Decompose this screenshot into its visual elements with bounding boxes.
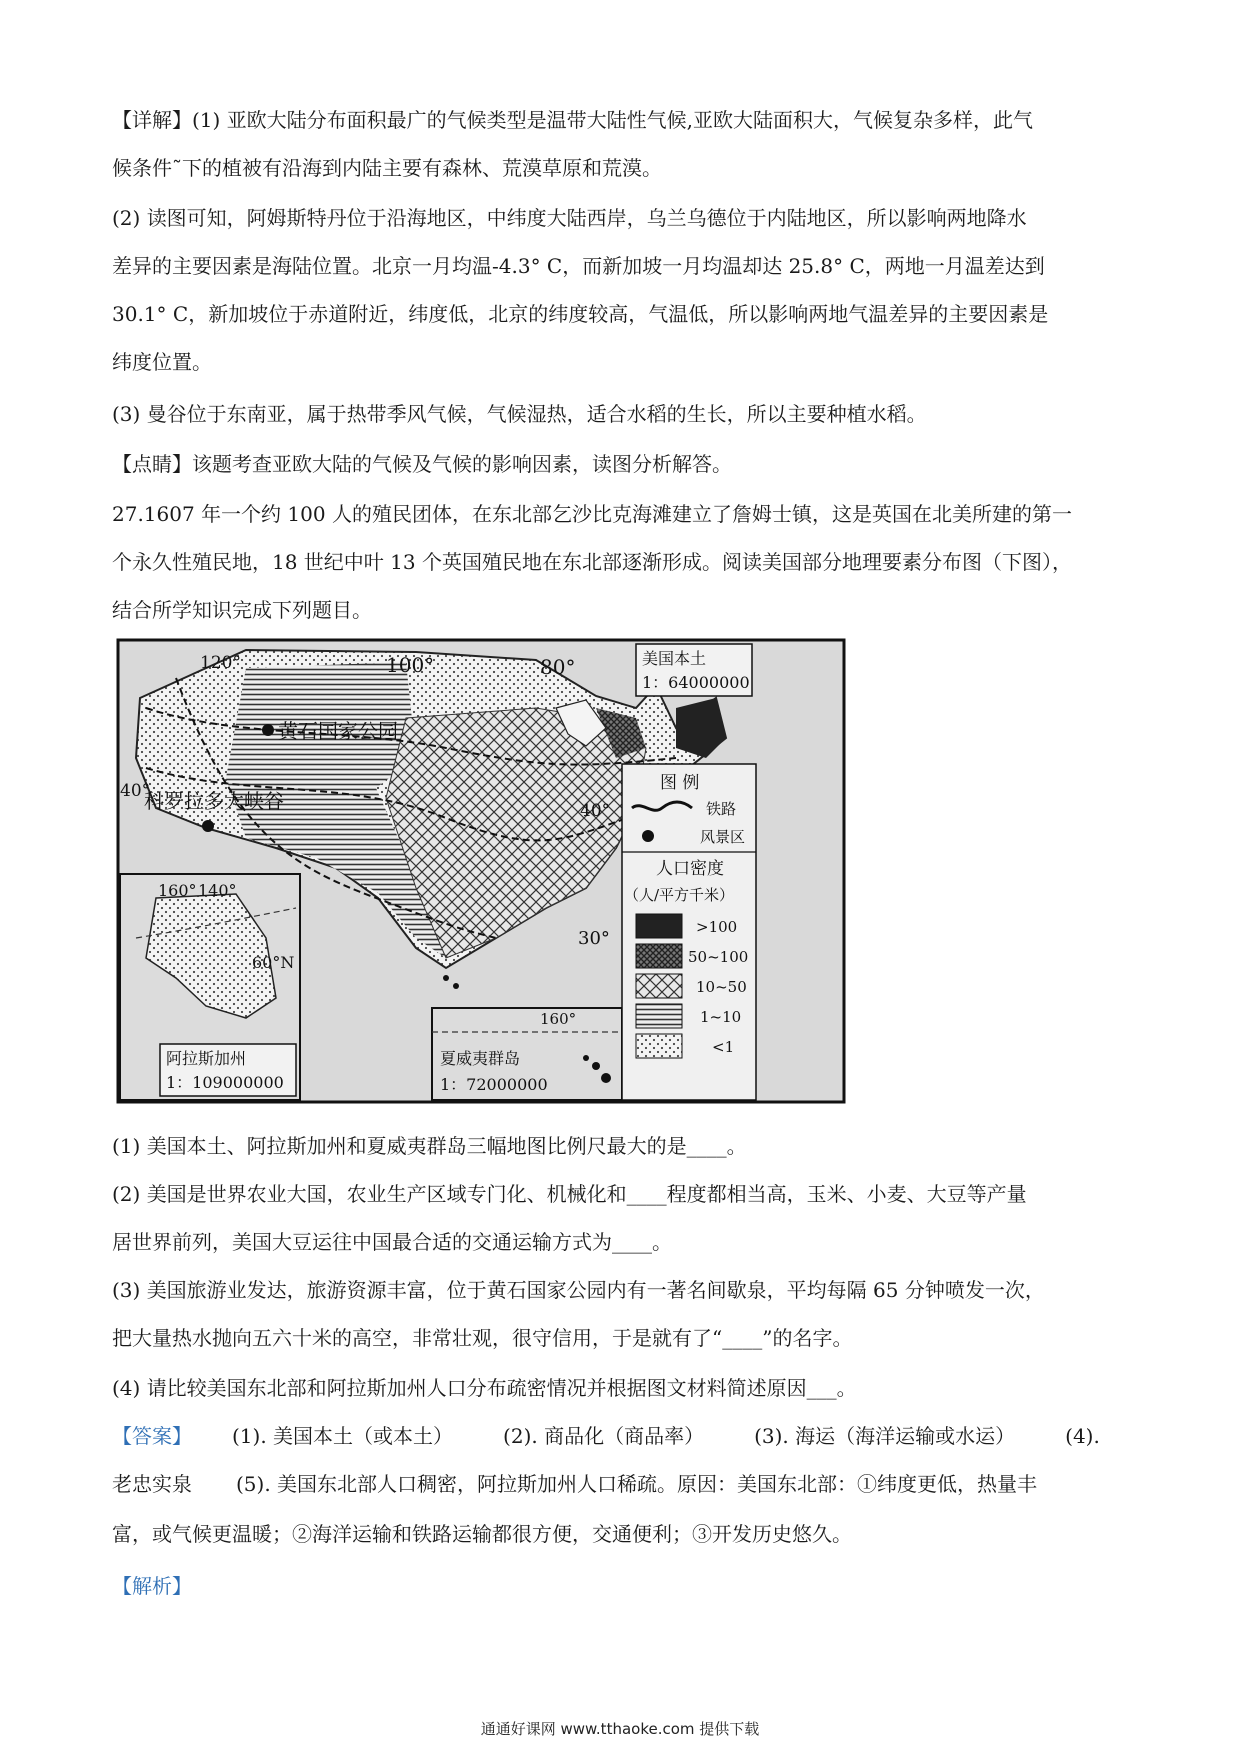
detail-p1-line1: (1) 亚欧大陆分布面积最广的气候类型是温带大陆性气候,亚欧大陆面积大，气候复杂多样，此气 — [192, 108, 1034, 132]
alaska-title: 阿拉斯加州 — [166, 1049, 247, 1068]
answer-5-line2: 富，或气候更温暖；②海洋运输和铁路运输都很方便，交通便利；③开发历史悠久。 — [112, 1522, 852, 1546]
subquestion-4: (4) 请比较美国东北部和阿拉斯加州人口分布疏密情况并根据图文材料简述原因___。 — [112, 1376, 857, 1400]
lat-40-west-label: 40° — [120, 781, 151, 801]
lon-100-label: 100° — [386, 653, 435, 677]
question-line3: 结合所学知识完成下列题目。 — [112, 598, 372, 622]
hawaii-scale: 1：72000000 — [440, 1075, 548, 1094]
hawaii-island — [583, 1055, 589, 1061]
density-level-label: 50~100 — [688, 948, 749, 966]
subquestion-2-line2: 居世界前列，美国大豆运往中国最合适的交通运输方式为____。 — [112, 1230, 672, 1254]
question-line1: 27.1607 年一个约 100 人的殖民团体，在东北部乞沙比克海滩建立了詹姆士镇，这是英国在北美所建的第一 — [112, 502, 1072, 526]
point-tag: 【点睛】 — [112, 452, 192, 476]
hawaii-island — [592, 1062, 600, 1070]
detail-p2-line1: (2) 读图可知，阿姆斯特丹位于沿海地区，中纬度大陆西岸，乌兰乌德位于内陆地区，所以影响两地降水 — [112, 206, 1027, 230]
density-swatch-50-100 — [636, 944, 682, 968]
density-title: 人口密度 — [656, 859, 724, 879]
hawaii-island — [601, 1073, 611, 1083]
hawaii-marker — [453, 983, 459, 989]
detail-p2-line3: 30.1° C，新加坡位于赤道附近，纬度低，北京的纬度较高，气温低，所以影响两地气温差异的主要因素是 — [112, 302, 1049, 326]
density-level-label: <1 — [712, 1038, 735, 1056]
detail-p3: (3) 曼谷位于东南亚，属于热带季风气候，气候湿热，适合水稻的生长，所以主要种植水稻。 — [112, 402, 927, 426]
detail-p2-line2: 差异的主要因素是海陆位置。北京一月均温-4.3° C，而新加坡一月均温却达 25.8° C，两地一月温差达到 — [112, 254, 1045, 278]
answer-3: (3). 海运（海洋运输或水运） — [754, 1424, 1016, 1448]
hawaii-marker — [443, 975, 449, 981]
answer-1: (1). 美国本土（或本土） — [232, 1424, 454, 1448]
answer-4-label: (4). — [1065, 1424, 1100, 1448]
density-swatch-1-10 — [636, 1004, 682, 1028]
mainland-title: 美国本土 — [642, 649, 707, 668]
density-level-label: 10~50 — [696, 978, 747, 996]
legend-rail-label: 铁路 — [706, 800, 737, 818]
detail-paragraph-1 — [112, 96, 1128, 144]
answer-5-line1: (5). 美国东北部人口稠密，阿拉斯加州人口稀疏。原因：美国东北部：①纬度更低，热量丰 — [236, 1472, 1038, 1496]
lon-80-label: 80° — [540, 655, 576, 679]
yellowstone-label: 黄石国家公园 — [278, 719, 398, 743]
lat-40-east-label: 40° — [580, 801, 611, 821]
lon-120-label: 120° — [200, 653, 241, 673]
hawaii-title: 夏威夷群岛 — [440, 1049, 521, 1068]
lat-30-label: 30° — [578, 928, 610, 949]
subquestion-3-line1: (3) 美国旅游业发达，旅游资源丰富，位于黄石国家公园内有一著名间歇泉，平均每隔 65 分钟喷发一次， — [112, 1278, 1045, 1302]
analysis-tag: 【解析】 — [112, 1574, 192, 1598]
alaska-60n-label: 60°N — [252, 953, 295, 972]
detail-tag: 【详解】 — [112, 108, 192, 132]
subquestion-3-line2: 把大量热水抛向五六十米的高空，非常壮观，很守信用，于是就有了“____”的名字。 — [112, 1326, 853, 1350]
point-paragraph — [112, 440, 1128, 488]
density-swatch-gt100 — [636, 914, 682, 938]
detail-p1-line2: 候条件˜下的植被有沿海到内陆主要有森林、荒漠草原和荒漠。 — [112, 156, 662, 180]
grand-canyon-label: 科罗拉多大峡谷 — [144, 789, 284, 813]
hawaii-160-label: 160° — [540, 1010, 577, 1028]
legend-title: 图 例 — [660, 773, 700, 793]
mainland-scale: 1：64000000 — [642, 673, 750, 692]
detail-p2-line4: 纬度位置。 — [112, 350, 212, 374]
density-level-label: 1~10 — [700, 1008, 742, 1026]
answer-line1 — [112, 1412, 1128, 1460]
subquestion-1: (1) 美国本土、阿拉斯加州和夏威夷群岛三幅地图比例尺最大的是____。 — [112, 1134, 747, 1158]
point-text: 该题考查亚欧大陆的气候及气候的影响因素，读图分析解答。 — [192, 452, 732, 476]
density-swatch-lt1 — [636, 1034, 682, 1058]
answer-2: (2). 商品化（商品率） — [503, 1424, 705, 1448]
legend-scenic-symbol — [642, 830, 654, 842]
scenic-spot-yellowstone — [262, 724, 274, 736]
us-map-figure — [116, 638, 846, 1104]
answer-4-text: 老忠实泉 — [112, 1472, 192, 1496]
density-unit: （人/平方千米） — [624, 886, 735, 904]
alaska-160-label: 160° — [158, 881, 197, 900]
answer-line2 — [112, 1460, 1128, 1508]
legend-scenic-label: 风景区 — [700, 828, 746, 846]
alaska-140-label: 140° — [198, 881, 237, 900]
page-footer: 通通好课网 www.tthaoke.com 提供下载 — [480, 1720, 760, 1738]
alaska-scale: 1：109000000 — [166, 1073, 284, 1092]
answer-tag: 【答案】 — [112, 1424, 192, 1448]
question-line2: 个永久性殖民地，18 世纪中叶 13 个英国殖民地在东北部逐渐形成。阅读美国部分地理要素分布图（下图）， — [112, 550, 1072, 574]
density-swatch-10-50 — [636, 974, 682, 998]
density-level-label: >100 — [696, 918, 738, 936]
scenic-spot-grand-canyon — [202, 820, 214, 832]
subquestion-2-line1: (2) 美国是世界农业大国，农业生产区域专门化、机械化和____程度都相当高，玉米、小麦、大豆等产量 — [112, 1182, 1027, 1206]
